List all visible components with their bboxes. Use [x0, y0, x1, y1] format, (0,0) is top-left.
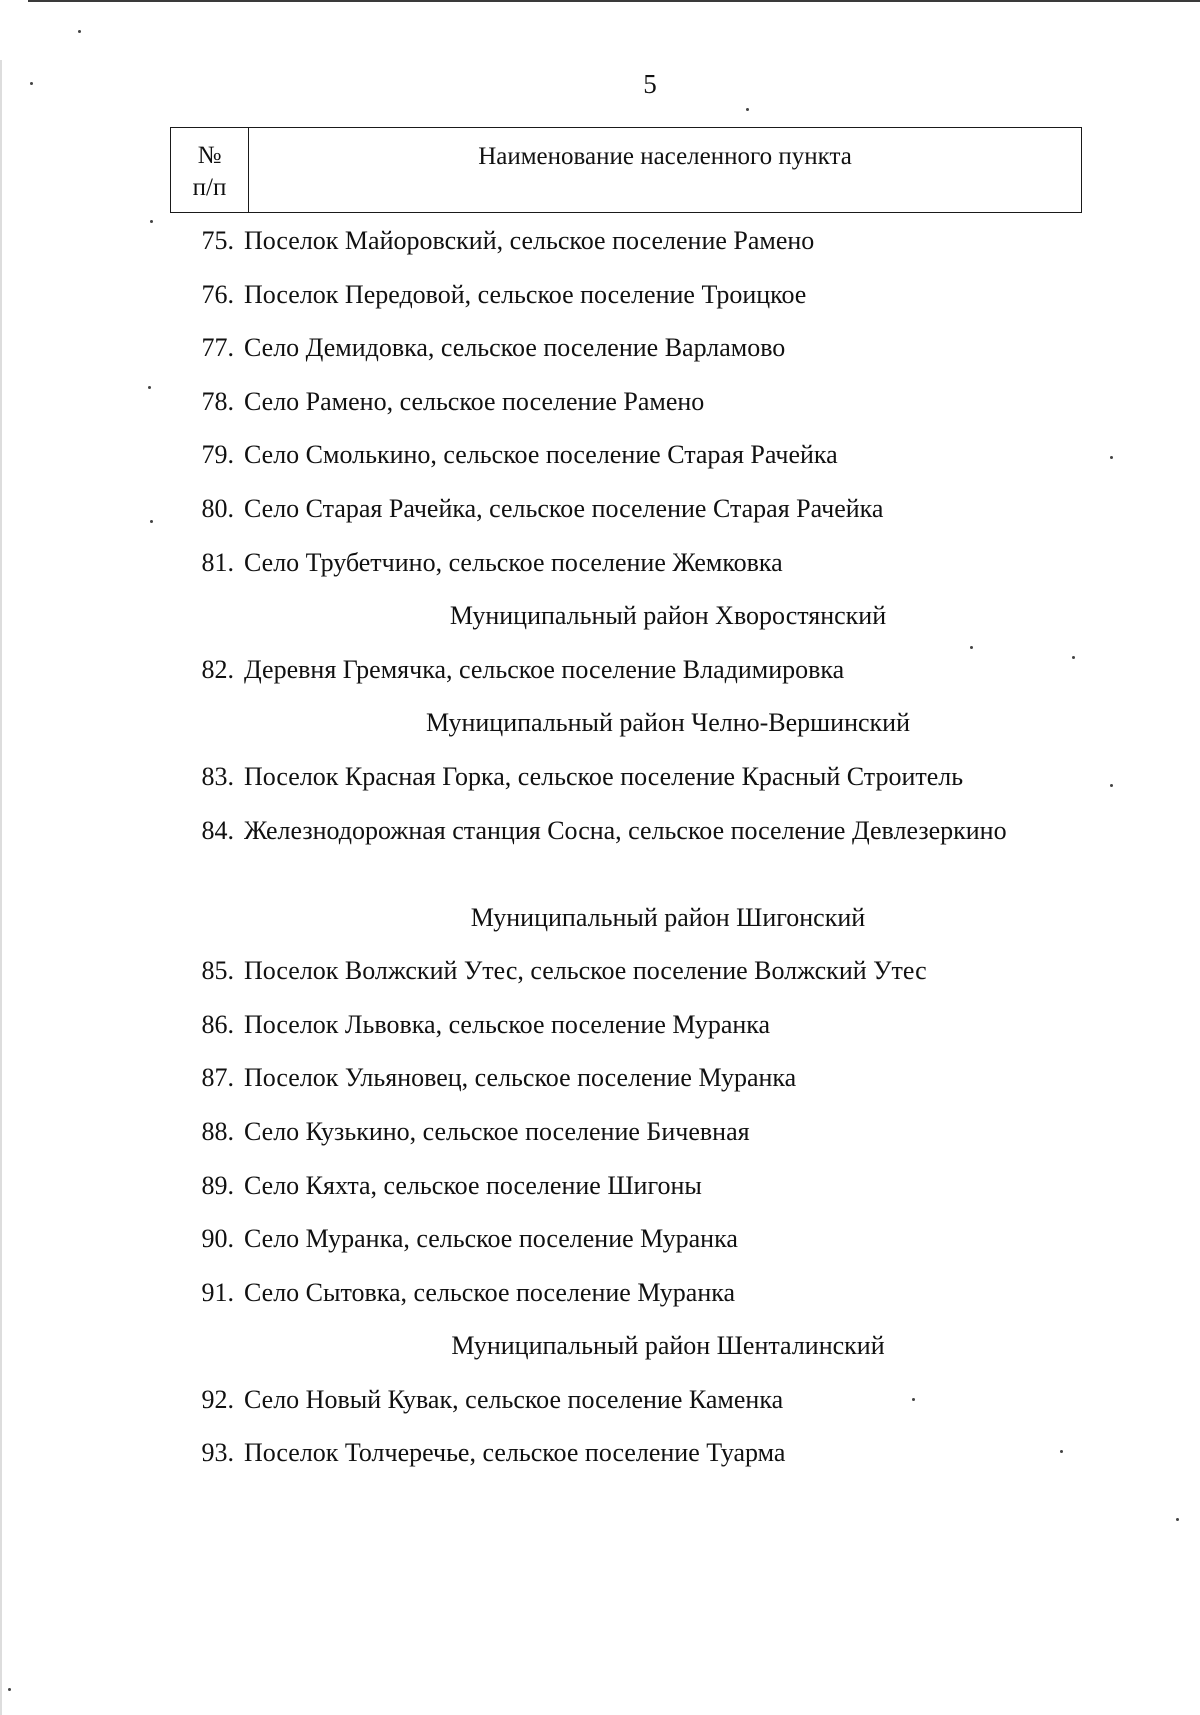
item-number: 93.: [201, 1438, 234, 1468]
item-text: Село Кузькино, сельское поселение Бичевная: [244, 1116, 750, 1146]
item-text: Железнодорожная станция Сосна, сельское поселение Девлезеркино: [244, 815, 1007, 845]
item-number: 87.: [201, 1063, 234, 1093]
scan-speck: [1110, 784, 1113, 787]
item-number: 81.: [201, 547, 234, 577]
table-header-name-column: Наименование населенного пункта: [478, 143, 852, 170]
list-item: [170, 438, 1082, 492]
item-number: 89.: [201, 1170, 234, 1200]
item-text: Поселок Ульяновец, сельское поселение Муранка: [244, 1063, 797, 1093]
list-item: [170, 1383, 1082, 1437]
scan-speck: [150, 220, 153, 223]
item-text: Село Муранка, сельское поселение Муранка: [244, 1224, 738, 1254]
item-number: 83.: [201, 761, 234, 791]
item-number: 92.: [201, 1384, 234, 1414]
settlement-list: [170, 224, 1082, 1490]
list-item: [170, 492, 1082, 546]
scan-speck: [150, 520, 153, 523]
district-heading: Муниципальный район Челно-Вершинский: [425, 708, 911, 738]
item-text: Поселок Красная Горка, сельское поселение Красный Строитель: [244, 761, 964, 791]
table-header-number-column: [171, 128, 249, 212]
item-text: Поселок Волжский Утес, сельское поселение Волжский Утес: [244, 956, 927, 986]
item-number: 90.: [201, 1224, 234, 1254]
item-text: Село Смолькино, сельское поселение Старая Рачейка: [244, 440, 838, 470]
district-heading: Муниципальный район Шенталинский: [451, 1331, 885, 1361]
item-number: 76.: [201, 279, 234, 309]
scan-speck: [78, 30, 81, 33]
list-item: [170, 814, 1082, 901]
list-item: [170, 278, 1082, 332]
item-text: Село Трубетчино, сельское поселение Жемковка: [244, 547, 783, 577]
scan-speck: [8, 1688, 11, 1691]
table-header: [170, 127, 1082, 213]
item-text: Село Кяхта, сельское поселение Шигоны: [244, 1170, 702, 1200]
list-item: [170, 760, 1082, 814]
item-text: Поселок Майоровский, сельское поселение Рамено: [244, 226, 815, 255]
item-number: 80.: [201, 493, 234, 523]
scan-speck: [148, 386, 151, 389]
scan-speck: [746, 108, 749, 111]
list-item: [170, 1222, 1082, 1276]
item-text: Поселок Передовой, сельское поселение Троицкое: [244, 279, 807, 309]
list-item: [170, 224, 1082, 278]
list-item: [170, 1008, 1082, 1062]
item-number: 78.: [201, 386, 234, 416]
list-item: [170, 1436, 1082, 1490]
scan-speck: [1110, 456, 1113, 459]
item-text: Село Демидовка, сельское поселение Варламово: [244, 333, 786, 363]
scan-border-left: [0, 60, 2, 1715]
list-item: [170, 1061, 1082, 1115]
item-text: Поселок Львовка, сельское поселение Муранка: [244, 1009, 771, 1039]
list-item: [170, 385, 1082, 439]
list-item: [170, 653, 1082, 707]
scan-speck: [1176, 1518, 1179, 1521]
item-number: 88.: [201, 1116, 234, 1146]
item-number: 82.: [201, 654, 234, 684]
list-item: [170, 546, 1082, 600]
list-item: [170, 1276, 1082, 1330]
list-item: [170, 954, 1082, 1008]
header-number-abbrev: п/п: [192, 174, 227, 201]
item-text: Село Сытовка, сельское поселение Муранка: [244, 1277, 736, 1307]
district-heading: Муниципальный район Хворостянский: [449, 601, 887, 631]
item-text: Деревня Гремячка, сельское поселение Владимировка: [244, 654, 845, 684]
scan-border-top: [28, 0, 1200, 2]
list-item: [170, 1169, 1082, 1223]
item-text: Село Старая Рачейка, сельское поселение Старая Рачейка: [244, 493, 884, 523]
item-text: Село Рамено, сельское поселение Рамено: [244, 386, 705, 416]
header-number-sign: №: [197, 142, 222, 169]
item-number: 91.: [201, 1277, 234, 1307]
item-number: 77.: [201, 333, 234, 363]
item-number: 86.: [201, 1009, 234, 1039]
list-item: [170, 331, 1082, 385]
item-number: 75.: [201, 226, 234, 255]
item-number: 79.: [201, 440, 234, 470]
list-item: [170, 1115, 1082, 1169]
item-text: Поселок Толчеречье, сельское поселение Туарма: [244, 1438, 786, 1468]
item-number: 85.: [201, 956, 234, 986]
page-number: 5: [643, 69, 657, 99]
item-number: 84.: [201, 815, 234, 845]
item-text: Село Новый Кувак, сельское поселение Каменка: [244, 1384, 784, 1414]
district-heading: Муниципальный район Шигонский: [470, 902, 866, 932]
